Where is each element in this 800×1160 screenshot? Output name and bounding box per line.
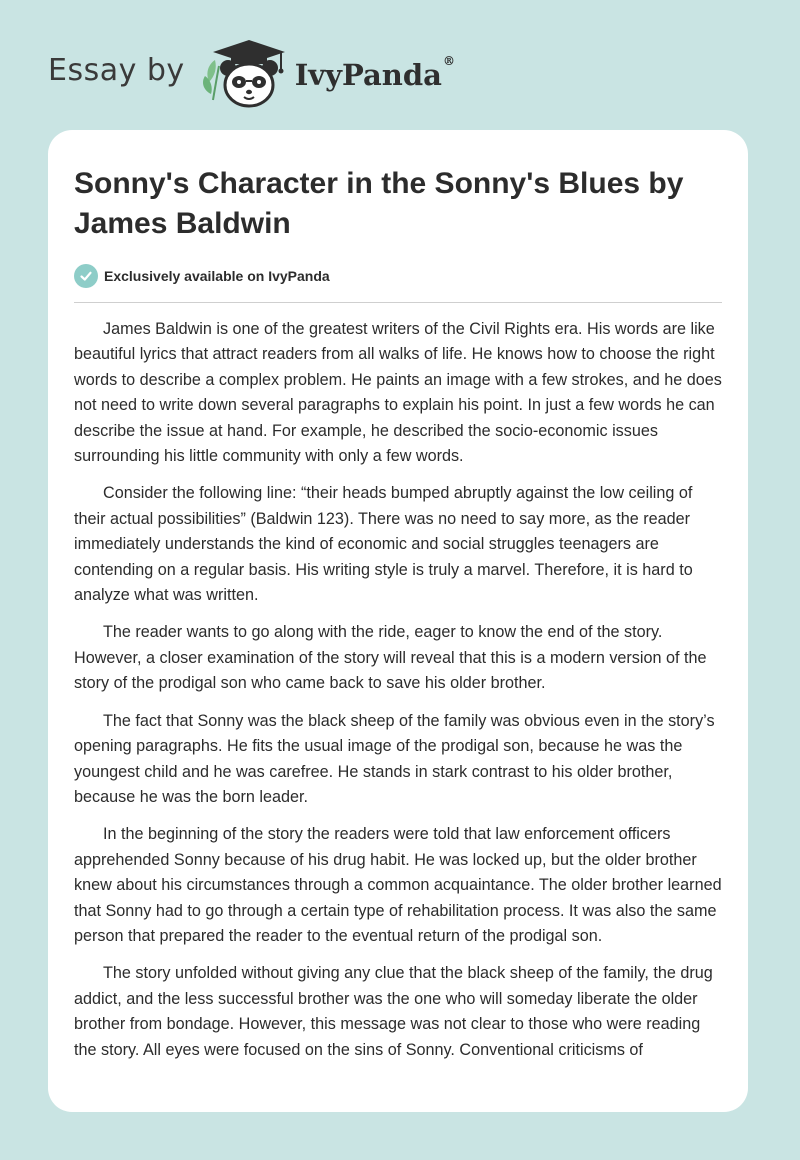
paragraph: The fact that Sonny was the black sheep of the family was obvious even in the story’s opening paragraphs. He fits the usual image of the prodigal son, because he was the youngest child and he was carefree. He stands in stark contrast to his older brother, because he was the born leader.: [74, 711, 715, 806]
brand-name[interactable]: [294, 54, 455, 92]
registered-mark: ®: [442, 54, 455, 68]
essay-by-label: Essay by: [48, 52, 185, 88]
paragraph: Consider the following line: “their heads bumped abruptly against the low ceiling of their actual possibilities” (Baldwin 123). There was no need to say more, as the reader immediately understands the kind of economic and social struggles teenagers are contending on a regular basis. His writing style is truly a marvel. Therefore, it is hard to analyze what was written.: [74, 484, 693, 605]
check-icon: [74, 264, 98, 288]
divider: [74, 302, 722, 303]
paragraph: The story unfolded without giving any clue that the black sheep of the family, the drug addict, and the less successful brother was the one who will someday liberate the older brother from bondage. However, this message was not clear to those who were reading the story. All eyes were focused on the sins of Sonny. Conventional criticisms of: [74, 964, 713, 1059]
brand-text: IvyPanda: [294, 58, 442, 92]
essay-card: [48, 130, 748, 1112]
panda-logo-icon[interactable]: [201, 38, 289, 110]
essay-body: [74, 317, 724, 1075]
paragraph: James Baldwin is one of the greatest writers of the Civil Rights era. His words are like beautiful lyrics that attract readers from all walks of life. He knows how to choose the right words to describe a complex problem. He paints an image with a few strokes, and he does not need to write down several paragraphs to explain his point. In just a few words he can describe the issue at hand. For example, he described the socio-economic issues surrounding his little community with only a few words.: [74, 320, 722, 466]
paragraph: In the beginning of the story the readers were told that law enforcement officers apprehended Sonny because of his drug habit. He was locked up, but the older brother knew about his circumstances through a common acquaintance. The older brother learned that Sonny had to go through a certain type of rehabilitation process. It was also the same person that prepared the reader to the eventual return of the prodigal son.: [74, 825, 722, 945]
essay-title: Sonny's Character in the Sonny's Blues by James Baldwin: [74, 167, 684, 240]
exclusive-label: Exclusively available on IvyPanda: [104, 268, 330, 284]
site-header: [48, 38, 455, 110]
paragraph: The reader wants to go along with the ride, eager to know the end of the story. However, a closer examination of the story will reveal that this is a modern version of the story of the prodigal son who came back to save his older brother.: [74, 623, 707, 693]
exclusive-badge: [74, 264, 330, 288]
